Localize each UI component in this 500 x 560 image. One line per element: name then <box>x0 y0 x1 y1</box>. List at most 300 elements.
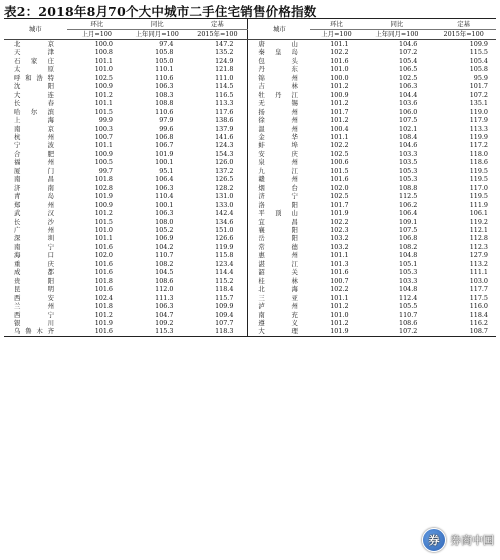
right-base-cell: 109.9 <box>469 40 488 48</box>
left-mom-cell: 101.8 <box>94 276 113 285</box>
right-yoy-cell: 107.5 <box>399 116 418 125</box>
right-yoy-cell: 106.3 <box>399 82 418 91</box>
right-base-cell: 119.0 <box>469 107 488 116</box>
right-base-cell: 117.9 <box>469 116 488 125</box>
left-base-cell: 117.6 <box>187 108 247 116</box>
right-yoy-cell: 107.2 <box>399 48 418 57</box>
left-yoy-cell: 115.3 <box>127 327 187 336</box>
right-yoy-cell: 104.8 <box>399 285 418 294</box>
right-base-cell: 115.5 <box>469 48 488 57</box>
left-mom-cell: 102.8 <box>94 183 113 192</box>
table-row <box>4 99 496 107</box>
right-city-cell: 泸 州 <box>258 302 299 311</box>
right-base-cell: 119.2 <box>469 217 488 226</box>
left-base-cell: 123.4 <box>187 260 247 268</box>
left-city-cell: 沈 阳 <box>14 82 55 91</box>
right-base-cell: 117.7 <box>469 285 488 294</box>
table-row <box>4 167 496 175</box>
left-yoy-cell: 106.3 <box>155 82 174 91</box>
left-mom-cell: 102.0 <box>94 251 113 260</box>
right-base-cell: 105.8 <box>469 65 488 74</box>
left-city-cell: 深 圳 <box>14 234 55 243</box>
left-base-cell: 118.4 <box>187 285 247 293</box>
right-city-cell: 洛 阳 <box>258 200 299 209</box>
left-yoy-cell: 108.6 <box>155 276 174 285</box>
right-yoy-cell: 110.7 <box>399 310 418 319</box>
left-city-cell: 北 京 <box>14 40 55 48</box>
right-mom-cell: 101.7 <box>330 200 349 209</box>
right-city-cell: 丹 东 <box>258 65 299 74</box>
right-base-cell: 111.9 <box>469 200 488 209</box>
right-base-cell: 117.0 <box>469 183 488 192</box>
left-yoy-cell: 104.5 <box>155 268 174 277</box>
price-index-table <box>4 18 496 337</box>
right-city-cell: 扬 州 <box>258 107 299 116</box>
left-base-cell: 151.0 <box>187 226 247 234</box>
right-mom-cell: 101.9 <box>330 209 349 218</box>
left-city-cell: 武 汉 <box>14 209 55 218</box>
table-row <box>4 40 496 49</box>
right-mom-cell: 101.1 <box>330 132 349 141</box>
right-base-cell: 117.2 <box>469 141 488 150</box>
left-city-cell: 银 川 <box>14 318 55 327</box>
left-yoy-cell: 111.3 <box>155 293 174 302</box>
left-yoy-cell: 109.2 <box>155 318 174 327</box>
table-row <box>4 311 496 319</box>
right-city-cell: 秦皇岛 <box>258 48 299 57</box>
left-base-cell: 121.8 <box>187 65 247 73</box>
left-city-cell: 石家庄 <box>14 56 55 65</box>
table-row <box>4 192 496 200</box>
right-yoy-cell: 105.4 <box>399 56 418 65</box>
right-mom-cell: 101.6 <box>330 56 349 65</box>
right-city-cell: 温 州 <box>258 124 299 133</box>
left-base-cell: 116.5 <box>187 91 247 99</box>
right-mom-cell: 101.2 <box>330 82 349 91</box>
header-yoy-left: 同比 <box>127 19 187 30</box>
left-mom-cell: 101.8 <box>94 175 113 184</box>
right-mom-cell: 100.6 <box>330 158 349 167</box>
table-row <box>4 184 496 192</box>
right-city-cell: 三 亚 <box>258 293 299 302</box>
left-yoy-cell: 105.2 <box>155 225 174 234</box>
left-city-cell: 天 津 <box>14 48 55 57</box>
right-base-cell: 107.2 <box>469 90 488 99</box>
right-city-cell: 吉 林 <box>258 82 299 91</box>
table-body <box>4 40 496 337</box>
left-mom-cell: 101.2 <box>94 209 113 218</box>
left-base-cell: 147.2 <box>187 40 247 49</box>
left-yoy-cell: 110.1 <box>155 65 174 74</box>
right-yoy-cell: 102.5 <box>399 73 418 82</box>
left-base-cell: 109.9 <box>187 302 247 310</box>
left-city-cell: 长 春 <box>14 99 55 108</box>
left-mom-cell: 100.8 <box>94 48 113 57</box>
right-city-cell: 金 华 <box>258 132 299 141</box>
right-city-cell: 无 锡 <box>258 99 299 108</box>
table-row <box>4 116 496 124</box>
right-yoy-cell: 103.6 <box>399 99 418 108</box>
table-row <box>4 260 496 268</box>
watermark <box>422 528 494 552</box>
left-yoy-cell: 104.2 <box>155 242 174 251</box>
left-yoy-cell: 101.9 <box>155 149 174 158</box>
right-yoy-cell: 112.4 <box>399 293 418 302</box>
right-yoy-cell: 104.6 <box>399 141 418 150</box>
left-base-cell: 124.3 <box>187 141 247 149</box>
left-mom-cell: 101.6 <box>67 327 127 336</box>
right-mom-cell: 101.1 <box>330 251 349 260</box>
left-yoy-cell: 106.9 <box>155 234 174 243</box>
left-base-cell: 154.3 <box>187 150 247 158</box>
right-yoy-cell: 106.0 <box>399 107 418 116</box>
left-city-cell: 南 京 <box>14 124 55 133</box>
left-city-cell: 成 都 <box>14 268 55 277</box>
right-mom-cell: 102.2 <box>330 48 349 57</box>
left-mom-cell: 101.6 <box>94 268 113 277</box>
left-yoy-cell: 97.4 <box>159 40 174 48</box>
left-city-cell: 乌鲁木齐 <box>4 327 67 336</box>
left-yoy-cell: 110.6 <box>155 73 174 82</box>
right-base-cell: 119.5 <box>469 166 488 175</box>
left-mom-cell: 101.6 <box>94 259 113 268</box>
right-mom-cell: 102.3 <box>330 225 349 234</box>
right-yoy-cell: 105.3 <box>399 175 418 184</box>
left-mom-cell: 101.0 <box>94 225 113 234</box>
header-mom-right: 环比 <box>310 19 362 30</box>
right-yoy-cell: 103.3 <box>399 149 418 158</box>
right-mom-cell: 102.2 <box>330 285 349 294</box>
left-base-cell: 111.0 <box>187 74 247 82</box>
left-base-cell: 141.6 <box>187 133 247 141</box>
left-mom-cell: 100.7 <box>94 132 113 141</box>
right-yoy-cell: 103.5 <box>399 158 418 167</box>
left-mom-cell: 101.2 <box>94 90 113 99</box>
right-base-cell: 106.1 <box>469 209 488 218</box>
right-yoy-cell: 105.3 <box>399 166 418 175</box>
right-city-cell: 大 理 <box>248 327 311 336</box>
left-base-cell: 118.3 <box>187 327 247 336</box>
left-mom-cell: 101.0 <box>94 65 113 74</box>
right-yoy-cell: 106.2 <box>399 200 418 209</box>
right-city-cell: 唐 山 <box>258 40 299 48</box>
left-base-cell: 115.8 <box>187 251 247 259</box>
left-mom-cell: 99.9 <box>98 116 113 125</box>
table-row <box>4 234 496 242</box>
left-base-cell: 126.0 <box>187 158 247 166</box>
left-city-cell: 郑 州 <box>14 200 55 209</box>
table-row <box>4 125 496 133</box>
left-mom-cell: 99.7 <box>98 166 113 175</box>
table-row <box>4 268 496 276</box>
right-base-cell: 127.9 <box>469 251 488 260</box>
left-city-cell: 重 庆 <box>14 259 55 268</box>
left-yoy-cell: 97.9 <box>159 116 174 125</box>
left-yoy-cell: 108.3 <box>155 90 174 99</box>
right-base-cell: 119.5 <box>469 175 488 184</box>
right-mom-cell: 101.2 <box>330 318 349 327</box>
left-yoy-cell: 106.3 <box>155 302 174 311</box>
table-row <box>4 108 496 116</box>
right-city-cell: 南 充 <box>258 310 299 319</box>
table-row <box>4 294 496 302</box>
right-yoy-cell: 106.5 <box>399 65 418 74</box>
left-mom-cell: 101.1 <box>94 141 113 150</box>
right-city-cell: 徐 州 <box>258 116 299 125</box>
right-city-cell: 遵 义 <box>258 318 299 327</box>
right-mom-cell: 102.5 <box>330 192 349 201</box>
right-city-cell: 济 宁 <box>258 192 299 201</box>
header-yoy-sub-right: 上年同月=100 <box>363 30 432 40</box>
right-city-cell: 北 海 <box>258 285 299 294</box>
header-mom-left: 环比 <box>67 19 127 30</box>
right-base-cell: 116.2 <box>469 318 488 327</box>
header-yoy-right: 同比 <box>363 19 432 30</box>
header-city-right: 城市 <box>248 19 311 40</box>
left-yoy-cell: 106.3 <box>155 209 174 218</box>
left-mom-cell: 100.3 <box>94 124 113 133</box>
left-mom-cell: 100.9 <box>94 82 113 91</box>
table-row <box>4 226 496 234</box>
right-city-cell: 锦 州 <box>258 73 299 82</box>
left-city-cell: 大 连 <box>14 90 55 99</box>
right-city-cell: 宜 昌 <box>258 217 299 226</box>
left-city-cell: 宁 波 <box>14 141 55 150</box>
left-base-cell: 137.2 <box>187 167 247 175</box>
right-mom-cell: 103.2 <box>330 234 349 243</box>
table-row <box>4 201 496 209</box>
left-base-cell: 114.5 <box>187 82 247 90</box>
watermark-text: 券商中国 <box>450 534 494 547</box>
left-mom-cell: 101.6 <box>94 242 113 251</box>
right-mom-cell: 101.2 <box>330 99 349 108</box>
right-city-cell: 九 江 <box>258 166 299 175</box>
left-base-cell: 124.9 <box>187 57 247 65</box>
header-base-left: 定基 <box>187 19 247 30</box>
left-base-cell: 138.6 <box>187 116 247 124</box>
left-yoy-cell: 106.8 <box>155 132 174 141</box>
table-row <box>4 91 496 99</box>
left-base-cell: 115.2 <box>187 277 247 285</box>
right-base-cell: 118.0 <box>469 149 488 158</box>
right-yoy-cell: 104.6 <box>399 40 418 48</box>
table-row <box>4 150 496 158</box>
right-base-cell: 111.1 <box>469 268 488 277</box>
left-yoy-cell: 95.1 <box>159 166 174 175</box>
left-city-cell: 广 州 <box>14 225 55 234</box>
left-mom-cell: 101.9 <box>94 318 113 327</box>
left-yoy-cell: 106.4 <box>155 175 174 184</box>
right-yoy-cell: 105.5 <box>399 302 418 311</box>
right-mom-cell: 101.2 <box>330 302 349 311</box>
right-mom-cell: 101.1 <box>330 293 349 302</box>
left-mom-cell: 101.8 <box>94 302 113 311</box>
right-base-cell: 117.5 <box>469 293 488 302</box>
left-city-cell: 昆 明 <box>14 285 55 294</box>
left-mom-cell: 100.9 <box>94 149 113 158</box>
left-base-cell: 134.6 <box>187 218 247 226</box>
table-row <box>4 133 496 141</box>
right-base-cell: 119.5 <box>469 192 488 201</box>
left-city-cell: 济 南 <box>14 183 55 192</box>
table-row <box>4 302 496 310</box>
left-yoy-cell: 105.8 <box>155 48 174 57</box>
right-yoy-cell: 106.8 <box>399 234 418 243</box>
left-base-cell: 126.5 <box>187 175 247 183</box>
right-yoy-cell: 108.2 <box>399 242 418 251</box>
left-yoy-cell: 112.0 <box>155 285 174 294</box>
left-city-cell: 南 宁 <box>14 242 55 251</box>
right-mom-cell: 101.5 <box>330 166 349 175</box>
left-base-cell: 119.9 <box>187 243 247 251</box>
left-base-cell: 109.4 <box>187 311 247 319</box>
left-city-cell: 上 海 <box>14 116 55 125</box>
right-city-cell: 惠 州 <box>258 251 299 260</box>
table-row <box>4 251 496 259</box>
right-city-cell: 泉 州 <box>258 158 299 167</box>
watermark-logo-icon: 券 <box>422 528 446 552</box>
right-mom-cell: 101.6 <box>330 268 349 277</box>
left-base-cell: 137.9 <box>187 125 247 133</box>
left-city-cell: 杭 州 <box>14 132 55 141</box>
right-base-cell: 116.0 <box>469 302 488 311</box>
left-mom-cell: 102.4 <box>94 293 113 302</box>
right-city-cell: 襄 阳 <box>258 225 299 234</box>
left-mom-cell: 101.1 <box>94 234 113 243</box>
table-row <box>4 209 496 217</box>
header-city-left: 城市 <box>4 19 67 40</box>
table-row <box>4 327 496 336</box>
right-city-cell: 平顶山 <box>258 209 299 218</box>
header-mom-sub-right: 上月=100 <box>310 30 362 40</box>
right-yoy-cell: 108.6 <box>399 318 418 327</box>
right-yoy-cell: 112.5 <box>399 192 418 201</box>
left-mom-cell: 101.5 <box>94 107 113 116</box>
table-row <box>4 285 496 293</box>
left-city-cell: 呼和浩特 <box>14 73 55 82</box>
right-mom-cell: 100.9 <box>330 90 349 99</box>
right-yoy-cell: 106.4 <box>399 209 418 218</box>
right-base-cell: 135.1 <box>469 99 488 108</box>
left-yoy-cell: 108.0 <box>155 217 174 226</box>
left-city-cell: 贵 阳 <box>14 276 55 285</box>
table-row <box>4 74 496 82</box>
left-base-cell: 131.0 <box>187 192 247 200</box>
right-city-cell: 蚌 埠 <box>258 141 299 150</box>
right-mom-cell: 101.9 <box>310 327 362 336</box>
right-mom-cell: 101.1 <box>330 40 349 48</box>
left-city-cell: 福 州 <box>14 158 55 167</box>
right-city-cell: 牡丹江 <box>258 90 299 99</box>
right-base-cell: 95.9 <box>473 73 488 82</box>
right-city-cell: 包 头 <box>258 56 299 65</box>
table-row <box>4 243 496 251</box>
right-yoy-cell: 103.3 <box>399 276 418 285</box>
right-mom-cell: 101.2 <box>330 116 349 125</box>
left-city-cell: 兰 州 <box>14 302 55 311</box>
right-yoy-cell: 109.1 <box>399 217 418 226</box>
right-yoy-cell: 107.5 <box>399 225 418 234</box>
table-row <box>4 65 496 73</box>
left-yoy-cell: 100.1 <box>155 200 174 209</box>
left-mom-cell: 101.6 <box>94 285 113 294</box>
left-mom-cell: 101.9 <box>94 192 113 201</box>
right-base-cell: 113.2 <box>469 259 488 268</box>
right-mom-cell: 100.4 <box>330 124 349 133</box>
right-yoy-cell: 102.1 <box>399 124 418 133</box>
table-row <box>4 175 496 183</box>
right-mom-cell: 101.6 <box>330 175 349 184</box>
left-yoy-cell: 100.1 <box>155 158 174 167</box>
right-mom-cell: 102.0 <box>330 183 349 192</box>
right-yoy-cell: 108.8 <box>399 183 418 192</box>
left-yoy-cell: 110.4 <box>155 192 174 201</box>
left-base-cell: 135.2 <box>187 48 247 56</box>
right-base-cell: 119.9 <box>469 132 488 141</box>
left-city-cell: 青 岛 <box>14 192 55 201</box>
left-base-cell: 133.0 <box>187 201 247 209</box>
left-yoy-cell: 108.2 <box>155 259 174 268</box>
table-row <box>4 48 496 56</box>
right-mom-cell: 101.3 <box>330 259 349 268</box>
table-title: 表2：2018年8月70个大中城市二手住宅销售价格指数 <box>4 4 317 19</box>
right-base-cell: 112.3 <box>469 242 488 251</box>
right-mom-cell: 102.2 <box>330 217 349 226</box>
header-yoy-sub-left: 上年同月=100 <box>127 30 187 40</box>
left-mom-cell: 100.5 <box>94 158 113 167</box>
left-city-cell: 厦 门 <box>14 166 55 175</box>
right-yoy-cell: 104.8 <box>399 251 418 260</box>
left-mom-cell: 100.9 <box>94 200 113 209</box>
left-city-cell: 哈尔滨 <box>14 107 55 116</box>
left-yoy-cell: 108.8 <box>155 99 174 108</box>
left-base-cell: 114.4 <box>187 268 247 276</box>
right-yoy-cell: 104.4 <box>399 90 418 99</box>
left-base-cell: 126.6 <box>187 234 247 242</box>
right-base-cell: 101.7 <box>469 82 488 91</box>
header-base-sub-right: 2015年=100 <box>431 30 496 40</box>
right-yoy-cell: 105.3 <box>399 268 418 277</box>
table-row <box>4 82 496 90</box>
table-row <box>4 218 496 226</box>
left-yoy-cell: 110.7 <box>155 251 174 260</box>
right-city-cell: 桂 林 <box>258 276 299 285</box>
right-base-cell: 118.4 <box>469 310 488 319</box>
left-yoy-cell: 99.6 <box>159 124 174 133</box>
right-mom-cell: 103.2 <box>330 242 349 251</box>
left-mom-cell: 101.2 <box>94 310 113 319</box>
table-row <box>4 57 496 65</box>
right-mom-cell: 100.7 <box>330 276 349 285</box>
left-city-cell: 南 昌 <box>14 175 55 184</box>
left-mom-cell: 102.5 <box>94 73 113 82</box>
left-yoy-cell: 106.7 <box>155 141 174 150</box>
right-mom-cell: 102.2 <box>330 141 349 150</box>
left-yoy-cell: 104.7 <box>155 310 174 319</box>
left-city-cell: 西 宁 <box>14 310 55 319</box>
left-base-cell: 115.7 <box>187 294 247 302</box>
left-city-cell: 合 肥 <box>14 149 55 158</box>
right-base-cell: 112.1 <box>469 225 488 234</box>
left-base-cell: 113.3 <box>187 99 247 107</box>
left-yoy-cell: 110.6 <box>155 107 174 116</box>
right-city-cell: 赣 州 <box>258 175 299 184</box>
right-base-cell: 103.0 <box>469 276 488 285</box>
right-base-cell: 108.7 <box>431 327 496 336</box>
right-base-cell: 113.3 <box>469 124 488 133</box>
right-city-cell: 韶 关 <box>258 268 299 277</box>
right-city-cell: 岳 阳 <box>258 234 299 243</box>
